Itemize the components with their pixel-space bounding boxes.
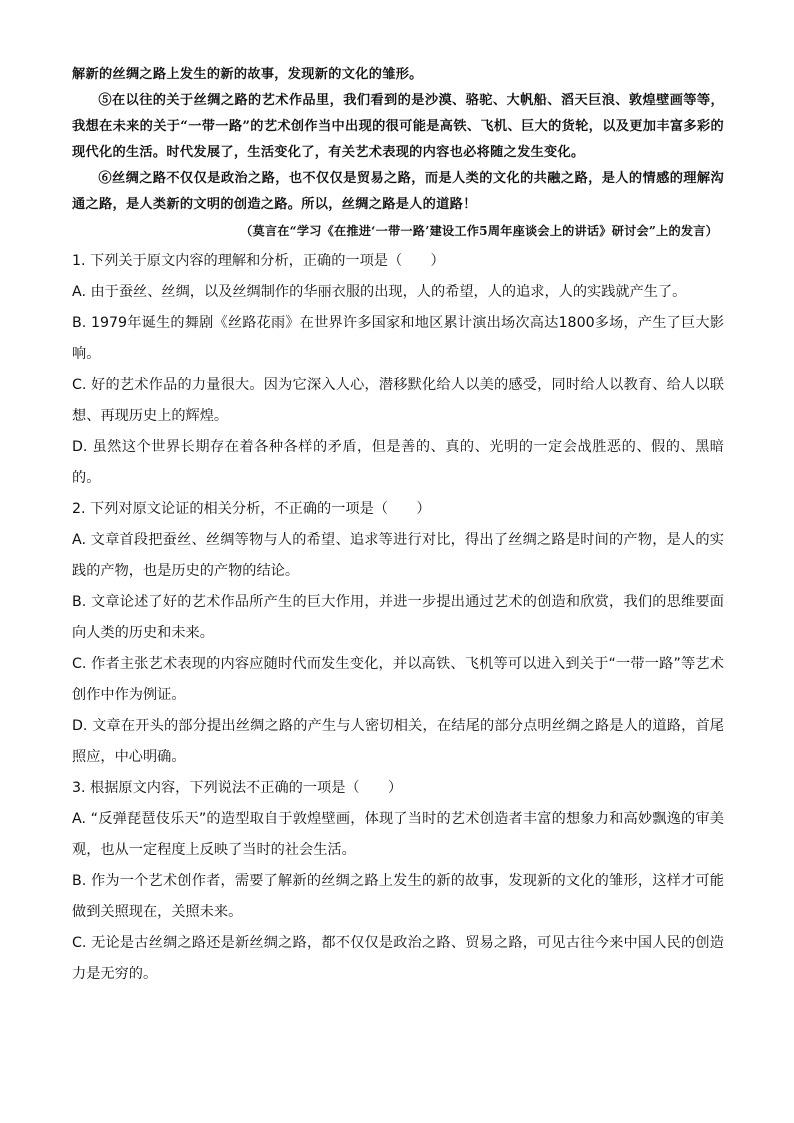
option-d: D. 文章在开头的部分提出丝绸之路的产生与人密切相关，在结尾的部分点明丝绸之路是人的道路，首尾照应，中心明确。 — [72, 718, 724, 765]
document-page — [72, 62, 724, 990]
passage — [72, 62, 724, 218]
option-b: B. 作为一个艺术创作者，需要了解新的丝绸之路上发生的新的故事，发现新的文化的雏形，这样才可能做到关照现在，关照未来。 — [72, 873, 724, 920]
question-stem: 3. 根据原文内容，下列说法不正确的一项是（ ） — [72, 780, 403, 796]
passage-source: （莫言在“学习《在推进‘一带一路’建设工作5周年座谈会上的讲话》研讨会”上的发言） — [240, 224, 718, 238]
question-list — [72, 246, 724, 990]
question-stem: 2. 下列对原文论证的相关分析，不正确的一项是（ ） — [72, 501, 431, 517]
option-a: A. 由于蚕丝、丝绸，以及丝绸制作的华丽衣服的出现，人的希望，人的追求，人的实践就产生了。 — [72, 284, 687, 300]
option-c: C. 无论是古丝绸之路还是新丝绸之路，都不仅仅是政治之路、贸易之路，可见古往今来中国人民的创造力是无穷的。 — [72, 935, 724, 982]
question-1 — [72, 246, 724, 494]
option-a: A. 文章首段把蚕丝、丝绸等物与人的希望、追求等进行对比，得出了丝绸之路是时间的产物，是人的实践的产物，也是历史的产物的结论。 — [72, 532, 724, 579]
question-stem: 1. 下列关于原文内容的理解和分析，正确的一项是（ ） — [72, 253, 445, 269]
option-d: D. 虽然这个世界长期存在着各种各样的矛盾，但是善的、真的、光明的一定会战胜恶的、假的、黑暗的。 — [72, 439, 724, 486]
option-b: B. 1979年诞生的舞剧《丝路花雨》在世界许多国家和地区累计演出场次高达1800多场，产生了巨大影响。 — [72, 315, 724, 362]
passage-continuation: 解新的丝绸之路上发生的新的故事，发现新的文化的雏形。 — [72, 67, 423, 82]
option-c: C. 好的艺术作品的力量很大。因为它深入人心，潜移默化给人以美的感受，同时给人以教育、给人以联想、再现历史上的辉煌。 — [72, 377, 724, 424]
question-2 — [72, 494, 724, 773]
passage-paragraph-6: ⑥丝绸之路不仅仅是政治之路，也不仅仅是贸易之路，而是人类的文化的共融之路，是人的情感的理解沟通之路，是人类新的文明的创造之路。所以，丝绸之路是人的道路！ — [72, 171, 724, 212]
option-a: A. “反弹琵琶伎乐天”的造型取自于敦煌壁画，体现了当时的艺术创造者丰富的想象力和高妙飘逸的审美观，也从一定程度上反映了当时的社会生活。 — [72, 811, 724, 858]
question-3 — [72, 773, 724, 990]
option-b: B. 文章论述了好的艺术作品所产生的巨大作用，并进一步提出通过艺术的创造和欣赏，我们的思维要面向人类的历史和未来。 — [72, 594, 724, 641]
passage-paragraph-5: ⑤在以往的关于丝绸之路的艺术作品里，我们看到的是沙漠、骆驼、大帆船、滔天巨浪、敦煌壁画等等，我想在未来的关于“一带一路”的艺术创作当中出现的很可能是高铁、飞机、巨大的货轮，以及更加丰富多彩的现代化的生活。时代发展了，生活变化了，有关艺术表现的内容也必将随之发生变化。 — [72, 93, 724, 160]
option-c: C. 作者主张艺术表现的内容应随时代而发生变化，并以高铁、飞机等可以进入到关于“一带一路”等艺术创作中作为例证。 — [72, 656, 724, 703]
